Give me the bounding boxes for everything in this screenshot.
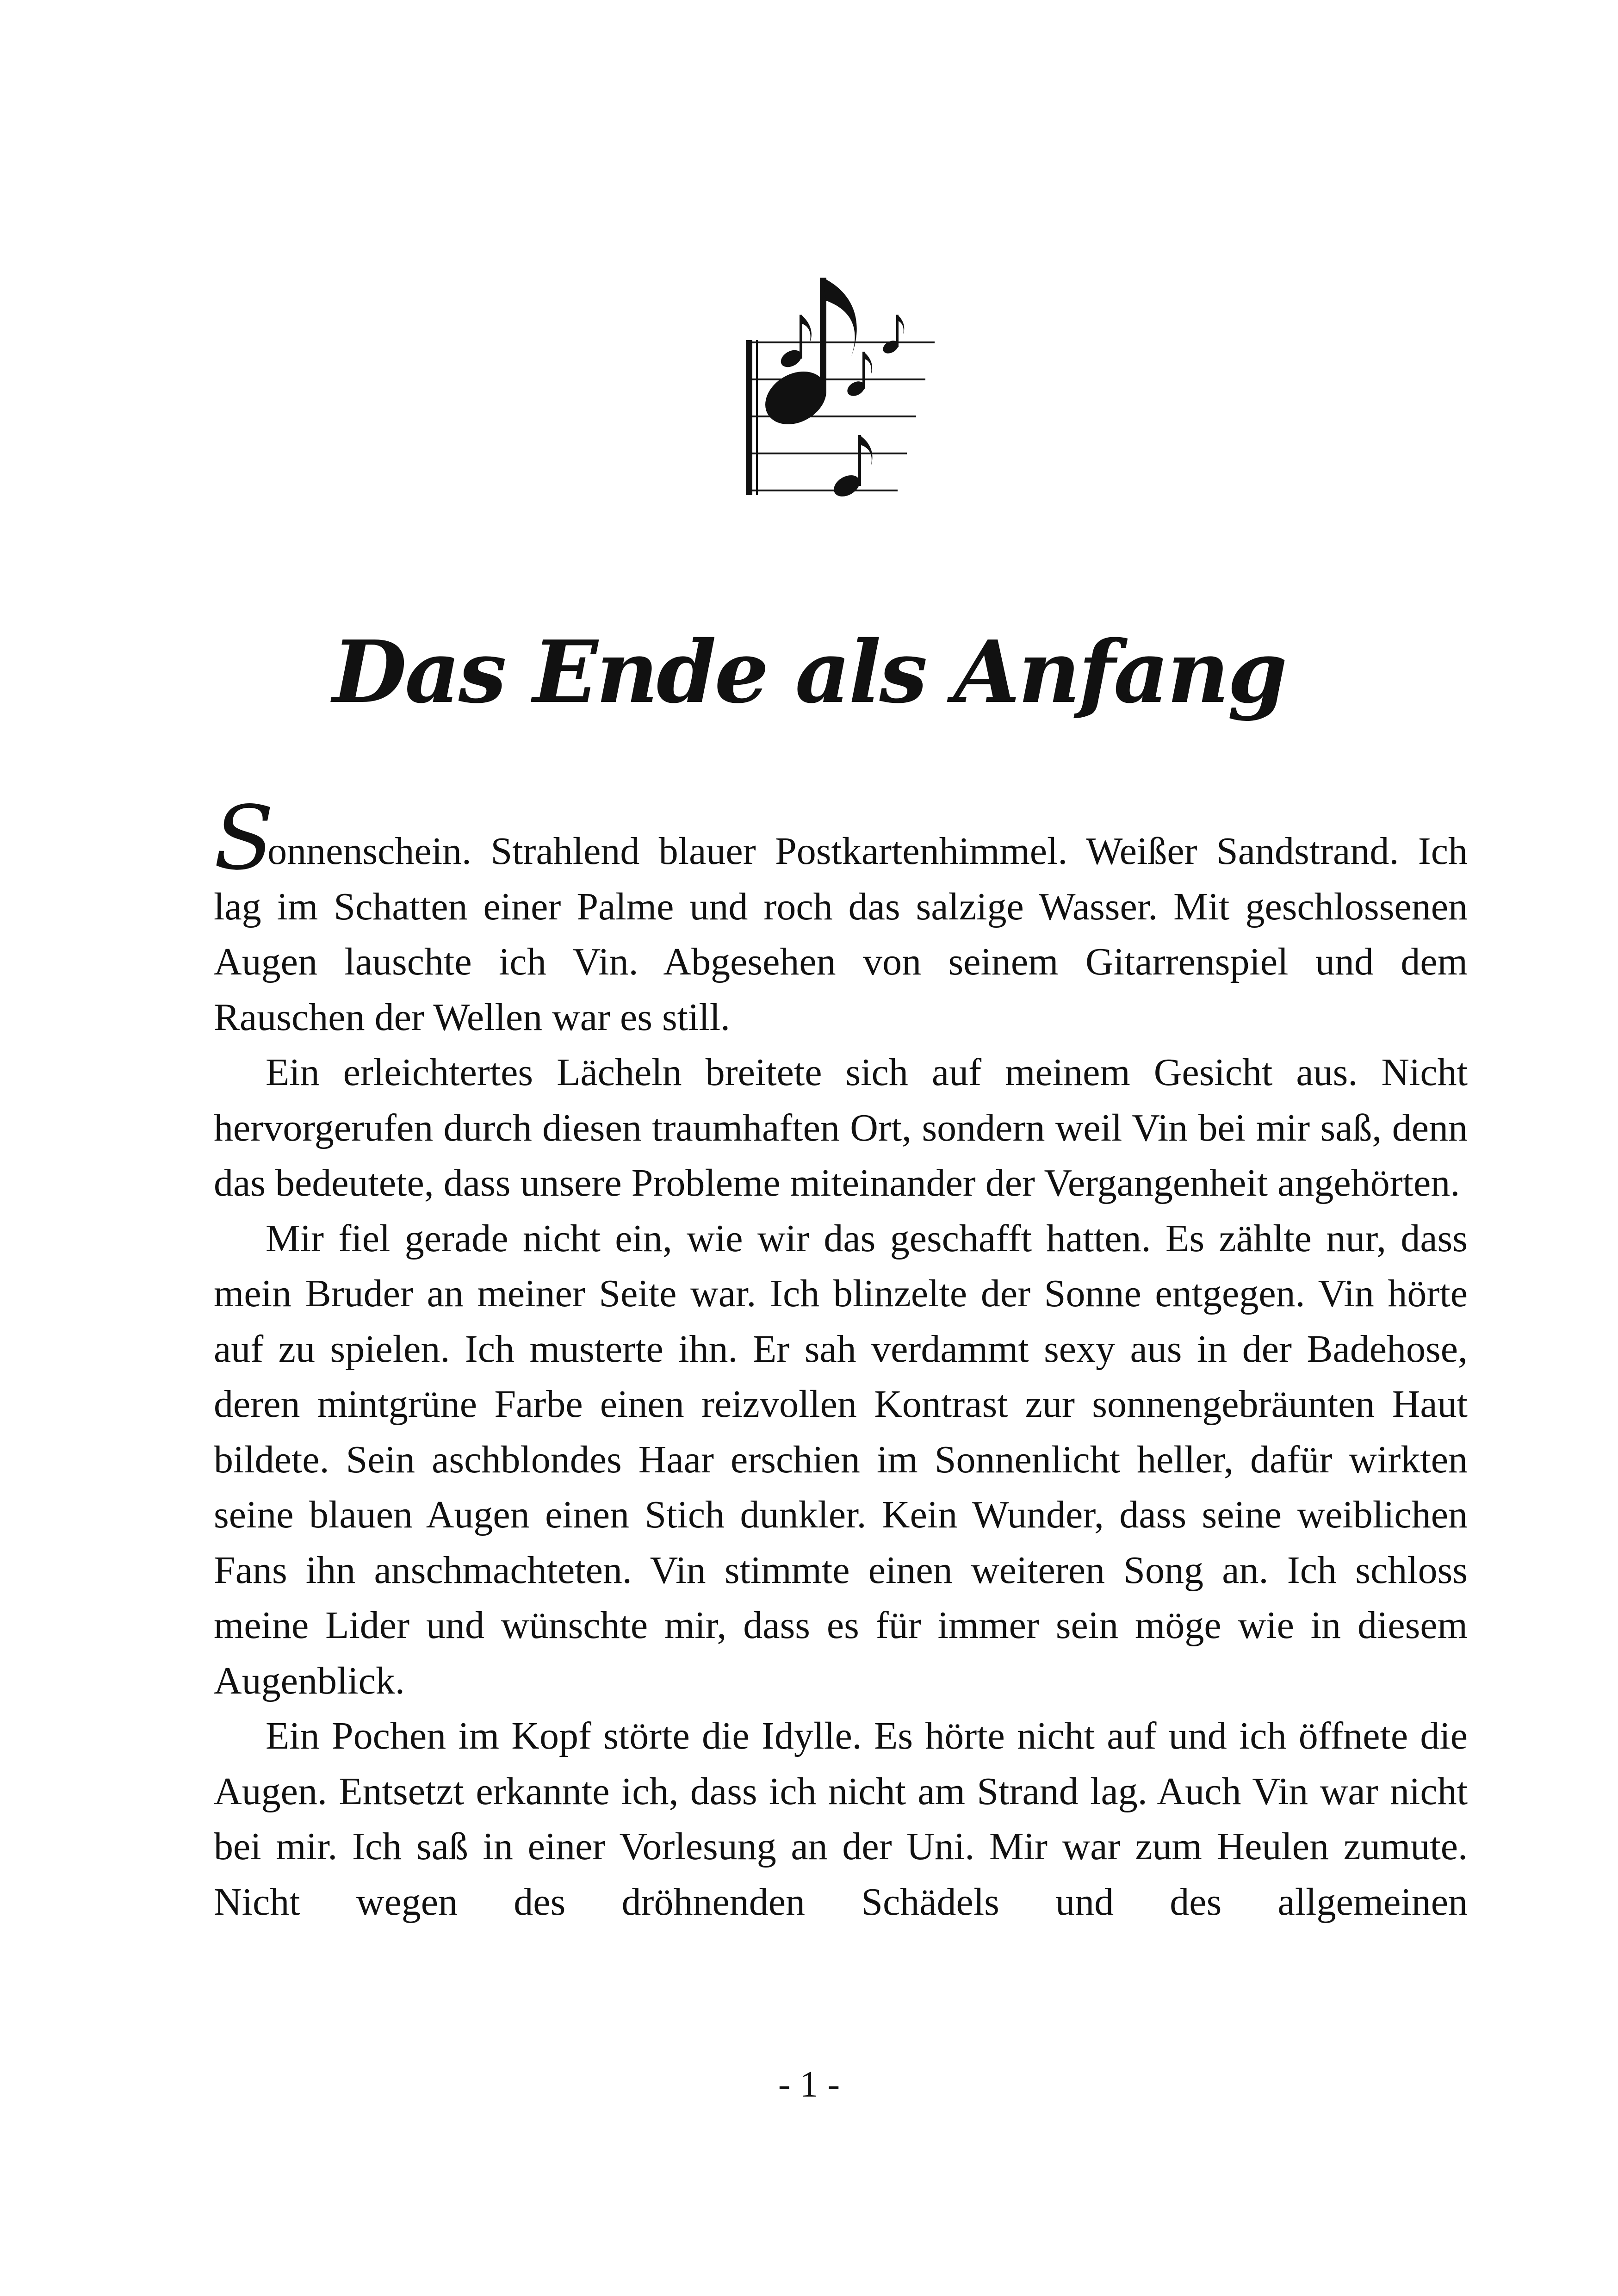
page-number: - 1 - — [778, 2064, 840, 2105]
paragraph: Ein erleichtertes Lächeln breitete sich auf meinem Gesicht aus. Nicht hervorgerufen durch diesen traumhaften Ort, sondern weil Vin bei mir saß, denn das bedeutete, dass unsere Probleme miteinander der Vergangenheit angehörten. — [214, 1051, 1468, 1204]
paragraph — [214, 787, 1468, 1045]
drop-cap: S — [214, 787, 274, 889]
chapter-title: Das Ende als Anfang — [332, 621, 1286, 722]
paragraph: Mir fiel gerade nicht ein, wie wir das geschafft hatten. Es zählte nur, dass mein Bruder an meiner Seite war. Ich blinzelte der Sonne entgegen. Vin hörte auf zu spielen. Ich musterte ihn. Er sah verdammt sexy aus in der Badehose, deren mintgrüne Farbe einen reizvollen Kontrast zur sonnengebräunten Haut bildete. Sein aschblondes Haar erschien im Sonnenlicht heller, dafür wirkten seine blauen Augen einen Stich dunkler. Kein Wunder, dass seine weiblichen Fans ihn anschmachteten. Vin stimmte einen weiteren Song an. Ich schloss meine Lider und wünschte mir, dass es für immer sein möge wie in diesem Augenblick. — [214, 1216, 1468, 1702]
paragraph: Ein Pochen im Kopf störte die Idylle. Es hörte nicht auf und ich öffnete die Augen. Entsetzt erkannte ich, dass ich nicht am Strand lag. Auch Vin war nicht bei mir. Ich saß in einer Vorlesung an der Uni. Mir war zum Heulen zumute. Nicht wegen des dröhnenden Schädels und des allgemeinen — [214, 1714, 1468, 1924]
chapter-body — [214, 787, 1468, 1930]
music-notes-icon — [740, 259, 948, 518]
paragraph-text: onnenschein. Strahlend blauer Postkartenhimmel. Weißer Sandstrand. Ich lag im Schatten einer Palme und roch das salzige Wasser. Mit geschlossenen Augen lauschte ich Vin. Abgesehen von seinem Gitarrenspiel und dem Rauschen der Wellen war es still. — [214, 830, 1468, 1039]
